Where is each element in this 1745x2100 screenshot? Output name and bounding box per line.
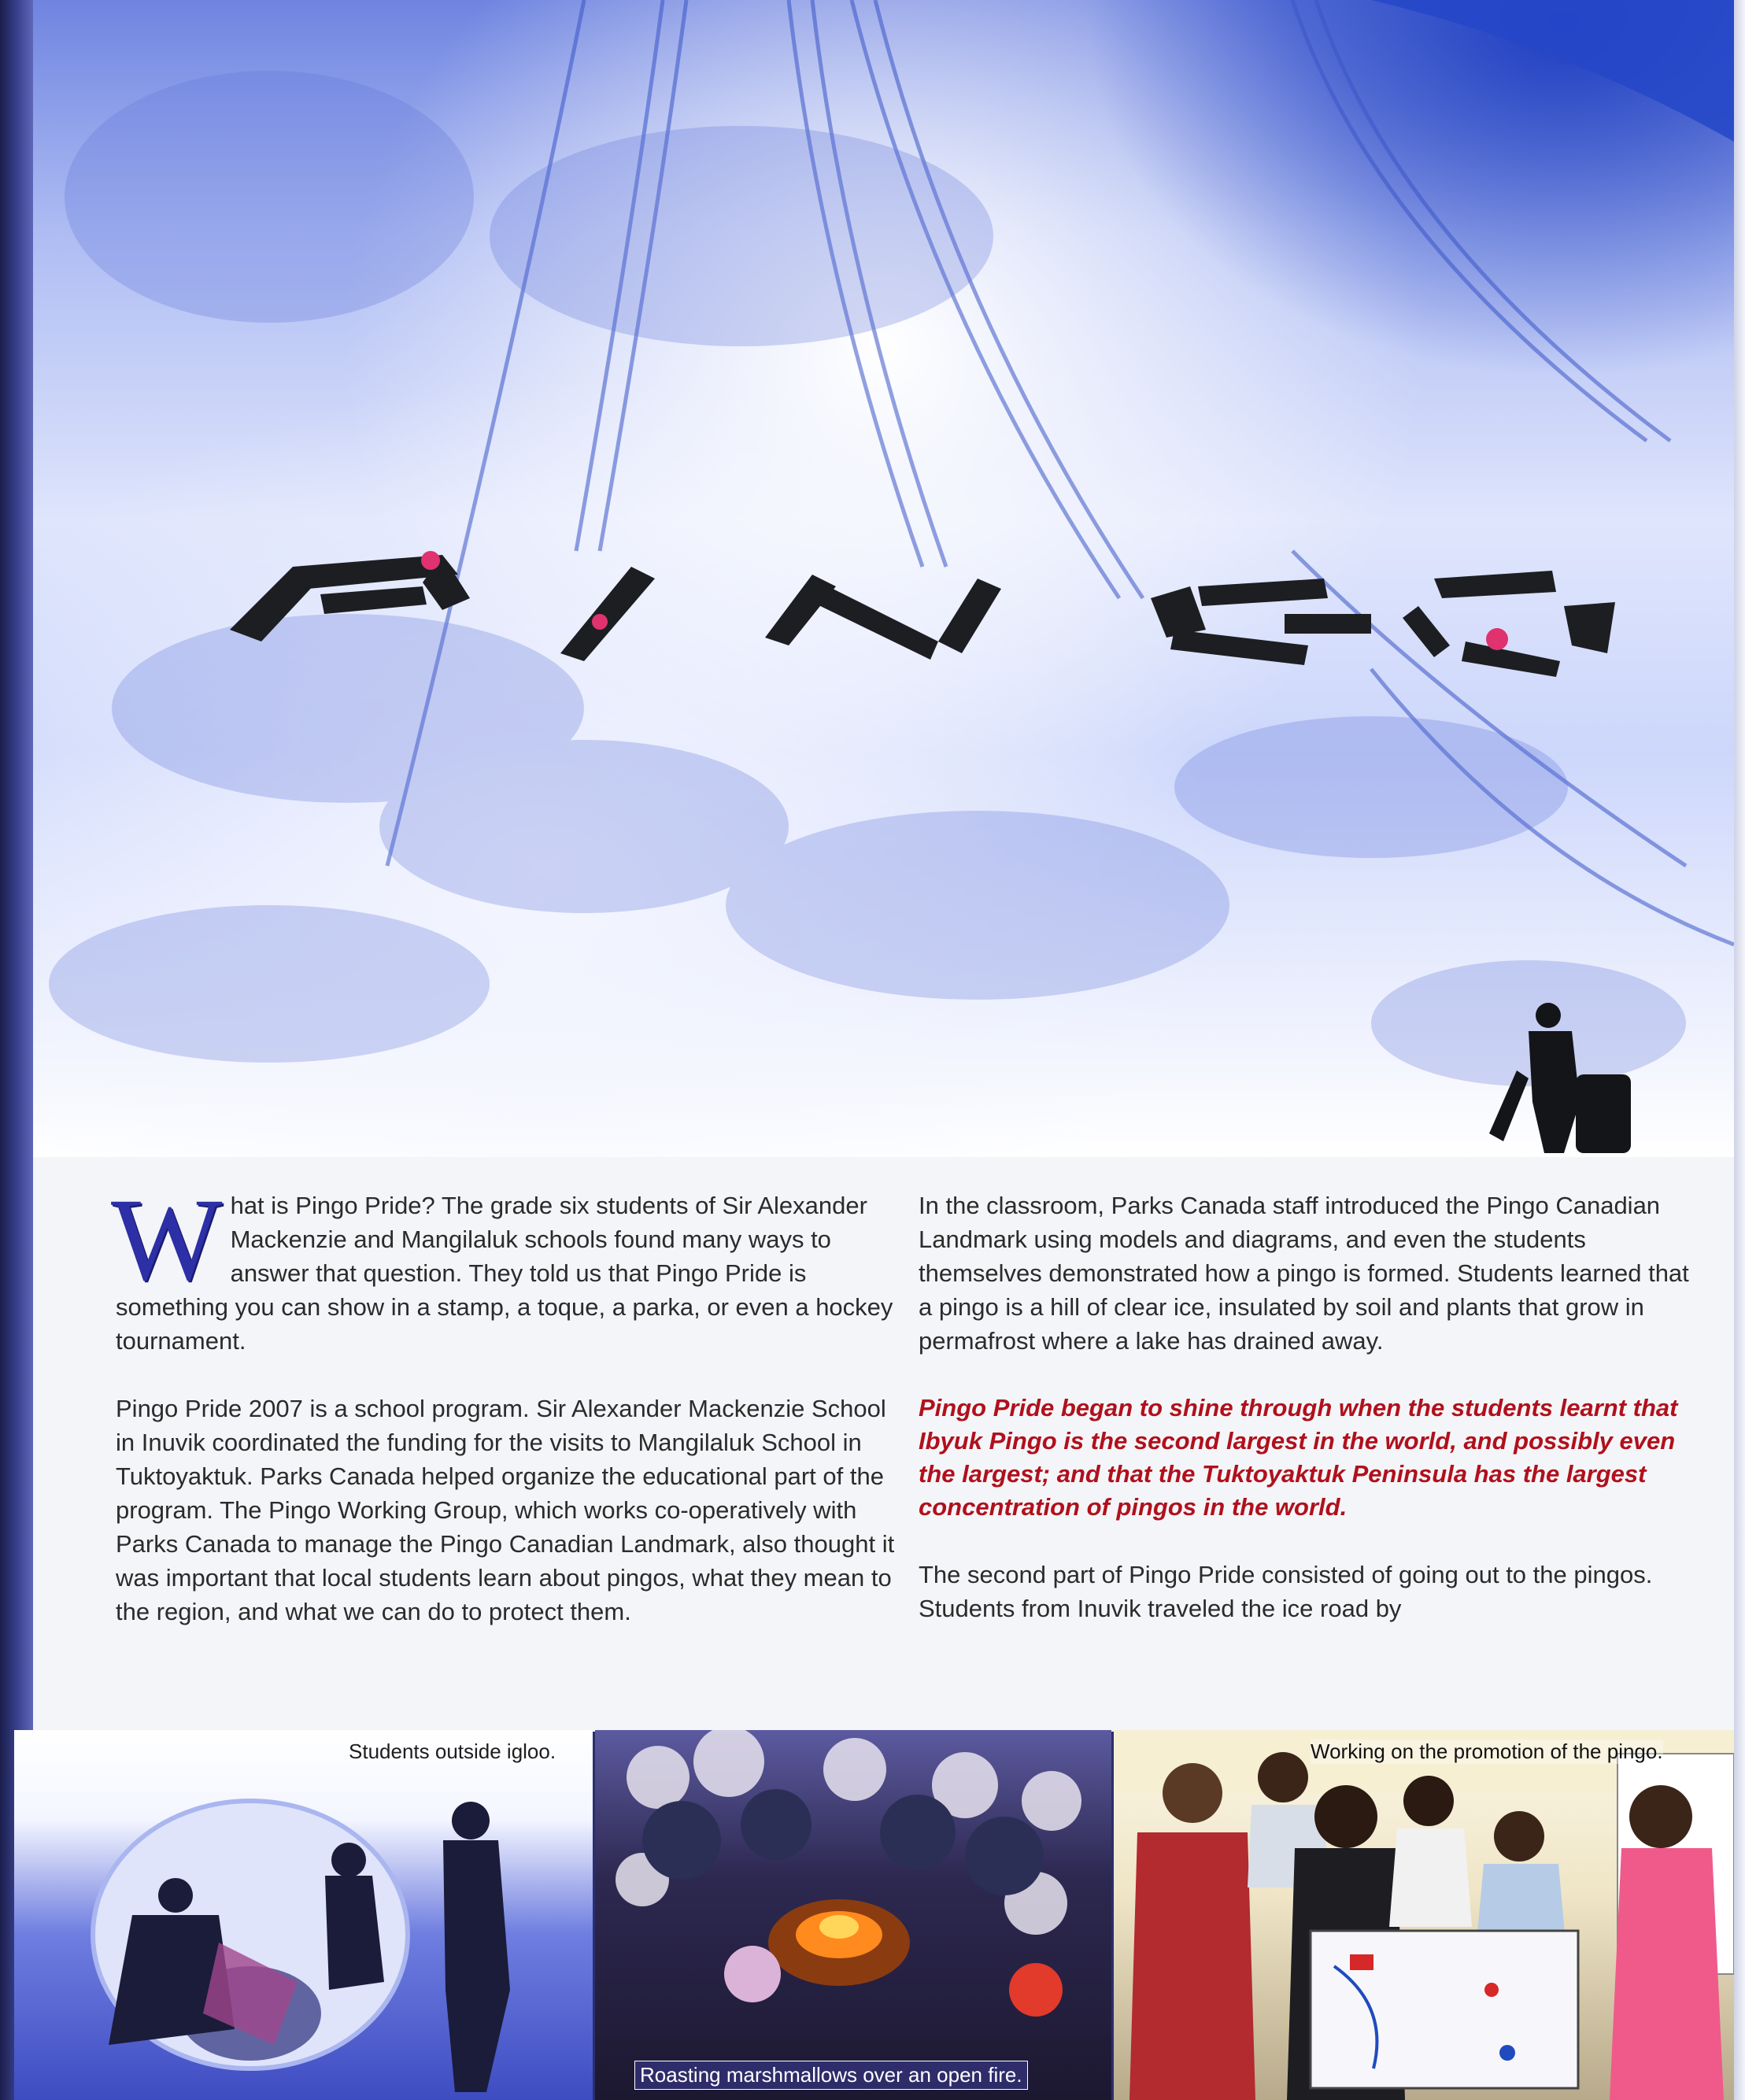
drop-cap-letter: W [111, 1174, 223, 1305]
intro-paragraph [111, 1174, 903, 1358]
campfire-illustration [595, 1730, 1111, 2100]
hero-photo-illustration [33, 0, 1734, 1157]
right-text-column [919, 1189, 1706, 1659]
photo-classroom-promotion [1114, 1730, 1734, 2100]
igloo-illustration [14, 1730, 593, 2100]
photo-students-igloo [14, 1730, 593, 2100]
page-edge [1734, 0, 1745, 2100]
intro-paragraph-text: hat is Pingo Pride? The grade six students of Sir Alexander Mackenzie and Mangilaluk schools found many ways to answer that question. They told us that Pingo Pride is something you can show in a stamp, a toque, a parka, or even a hockey tournament. [116, 1192, 893, 1355]
field-trip-paragraph: The second part of Pingo Pride consisted of going out to the pingos. Students from Inuvik traveled the ice road by [919, 1561, 1653, 1622]
fire-photo-caption: Roasting marshmallows over an open fire. [634, 2061, 1028, 2090]
program-paragraph: Pingo Pride 2007 is a school program. Sir Alexander Mackenzie School in Inuvik coordinated the funding for the visits to Mangilaluk School in Tuktoyaktuk. Parks Canada helped organize the educational part of the program. The Pingo Working Group, which works co-operatively with Parks Canada to manage the Pingo Canadian Landmark, also thought it was important that local students learn about pingos, what they mean to the region, and what we can do to protect them. [116, 1395, 895, 1625]
classroom-photo-caption: Working on the promotion of the pingo. [1311, 1740, 1663, 1763]
article-text-area [33, 1157, 1734, 1732]
hero-photo-snow-hill [33, 0, 1734, 1157]
classroom-illustration [1114, 1730, 1734, 2100]
left-text-column [111, 1174, 903, 1662]
pull-quote: Pingo Pride began to shine through when the students learnt that Ibyuk Pingo is the second largest in the world, and possibly even the largest; and that the Tuktoyaktuk Peninsula has the largest concentration of pingos in the world. [919, 1394, 1678, 1521]
photo-roasting-marshmallows [595, 1730, 1111, 2100]
igloo-photo-caption: Students outside igloo. [349, 1740, 556, 1763]
classroom-paragraph: In the classroom, Parks Canada staff introduced the Pingo Canadian Landmark using models and diagrams, and even the students themselves demonstrated how a pingo is formed. Students learned that a pingo is a hill of clear ice, insulated by soil and plants that grow in permafrost where a lake has drained away. [919, 1192, 1689, 1355]
